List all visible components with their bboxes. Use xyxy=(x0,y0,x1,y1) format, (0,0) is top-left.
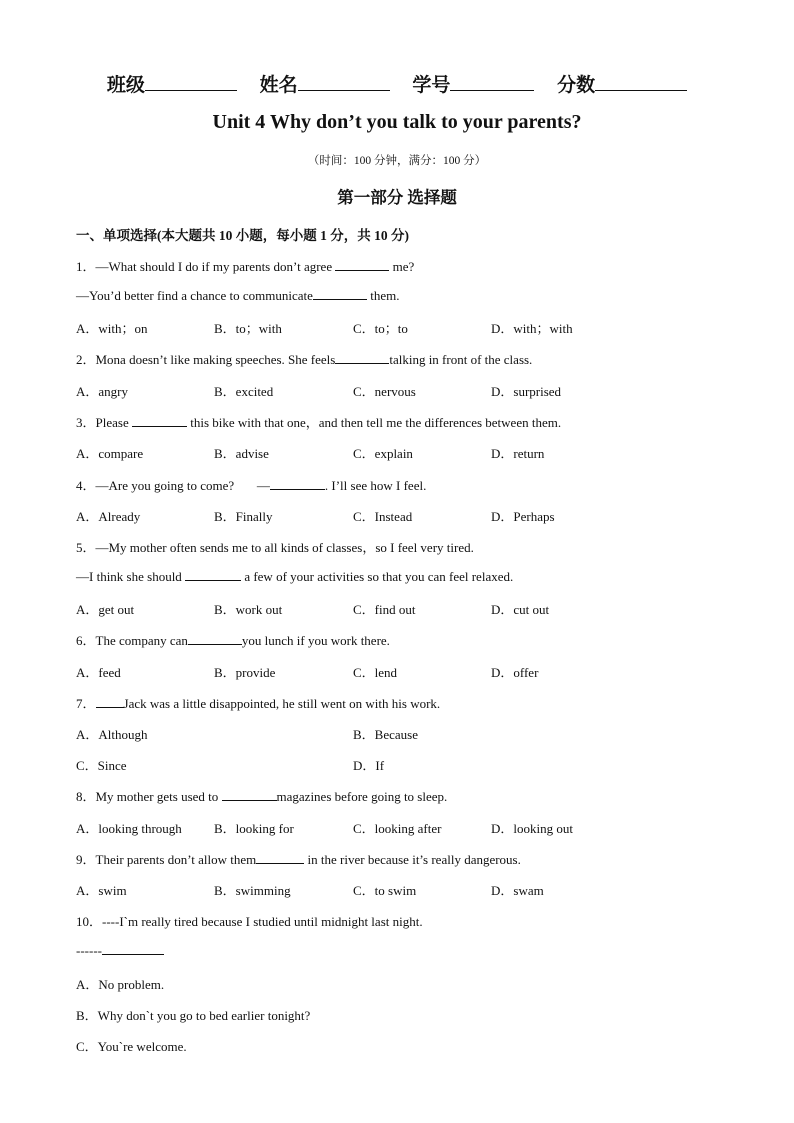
q9-option-d[interactable]: D．swam xyxy=(491,883,544,898)
q3-text: 3．Please xyxy=(76,415,132,430)
q2-option-b[interactable]: B．excited xyxy=(214,384,274,399)
q2-option-d[interactable]: D．surprised xyxy=(491,384,562,399)
q6-blank[interactable] xyxy=(188,632,242,645)
q6-text-end: you lunch if you work there. xyxy=(241,633,390,648)
student-info-line xyxy=(0,70,794,97)
question-5-stem: 5．—My mother often sends me to all kinds of classes，so I feel very tired. xyxy=(76,540,474,555)
q9-option-a[interactable]: A．swim xyxy=(76,883,127,898)
id-label: 学号 xyxy=(412,75,451,96)
class-blank[interactable] xyxy=(145,74,237,91)
q6-option-b[interactable]: B．provide xyxy=(214,665,276,680)
q3-blank[interactable] xyxy=(132,414,187,427)
q8-option-d[interactable]: D．looking out xyxy=(491,821,573,836)
q5-option-c[interactable]: C．find out xyxy=(353,602,416,617)
question-1-stem xyxy=(76,256,414,275)
q8-option-c[interactable]: C．looking after xyxy=(353,821,442,836)
q7-option-a[interactable]: A．Although xyxy=(76,727,148,742)
q2-option-c[interactable]: C．nervous xyxy=(353,384,416,399)
q5-option-d[interactable]: D．cut out xyxy=(491,602,550,617)
q1-blank-2[interactable] xyxy=(313,287,367,300)
q10-option-c[interactable]: C．You`re welcome. xyxy=(76,1039,187,1054)
question-3-stem xyxy=(76,412,561,431)
q9-text: 9．Their parents don’t allow them xyxy=(76,852,257,867)
question-8-stem xyxy=(76,786,447,805)
q4-option-c[interactable]: C．Instead xyxy=(353,509,413,524)
id-blank[interactable] xyxy=(450,74,534,91)
question-10-stem: 10．----I`m really tired because I studied until midnight last night. xyxy=(76,914,423,929)
q1-option-a[interactable]: A．with；on xyxy=(76,321,148,336)
question-9-stem xyxy=(76,849,521,868)
q7-text: 7． xyxy=(76,696,96,711)
question-1-reply xyxy=(76,287,399,304)
q7-option-c[interactable]: C．Since xyxy=(76,758,127,773)
question-5-reply xyxy=(76,568,513,585)
q4-option-b[interactable]: B．Finally xyxy=(214,509,273,524)
q2-blank[interactable] xyxy=(335,351,389,364)
q2-option-a[interactable]: A．angry xyxy=(76,384,128,399)
q9-text-end: in the river because it’s really dangerous. xyxy=(304,852,521,867)
q9-option-b[interactable]: B．swimming xyxy=(214,883,291,898)
score-label: 分数 xyxy=(557,75,596,96)
q6-text: 6．The company can xyxy=(76,633,188,648)
q1-reply-end: them. xyxy=(366,288,400,303)
q4-option-d[interactable]: D．Perhaps xyxy=(491,509,555,524)
q1-option-d[interactable]: D．with；with xyxy=(491,321,573,336)
page-title: Unit 4 Why don’t you talk to your parents? xyxy=(212,111,582,133)
q4-text-end: . I’ll see how I feel. xyxy=(324,478,427,493)
q1-option-b[interactable]: B．to；with xyxy=(214,321,282,336)
q5-blank[interactable] xyxy=(185,568,241,581)
q7-text-end: Jack was a little disappointed, he still went on with his work. xyxy=(123,696,441,711)
q8-blank[interactable] xyxy=(222,788,277,801)
name-label: 姓名 xyxy=(259,75,298,96)
q2-text: 2．Mona doesn’t like making speeches. She feels xyxy=(76,352,336,367)
q3-option-b[interactable]: B．advise xyxy=(214,446,269,461)
score-blank[interactable] xyxy=(595,74,687,91)
q1-text-end: me? xyxy=(389,259,415,274)
q4-blank[interactable] xyxy=(270,477,325,490)
question-4-stem xyxy=(76,475,426,494)
q6-option-d[interactable]: D．offer xyxy=(491,665,539,680)
q5-reply-text: —I think she should xyxy=(76,569,186,584)
id-field xyxy=(412,75,534,96)
q3-option-c[interactable]: C．explain xyxy=(353,446,413,461)
q10-blank[interactable] xyxy=(102,942,164,955)
name-field xyxy=(260,75,390,96)
q1-text: 1．—What should I do if my parents don’t agree xyxy=(76,259,336,274)
q3-option-a[interactable]: A．compare xyxy=(76,446,144,461)
q2-text-end: talking in front of the class. xyxy=(389,352,533,367)
q1-reply-text: —You’d better find a chance to communicate xyxy=(76,288,313,303)
q4-option-a[interactable]: A．Already xyxy=(76,509,141,524)
q7-option-b[interactable]: B．Because xyxy=(353,727,418,742)
class-field xyxy=(107,75,237,96)
q8-text-end: magazines before going to sleep. xyxy=(276,789,448,804)
q10-option-b[interactable]: B．Why don`t you go to bed earlier tonight? xyxy=(76,1008,311,1023)
q5-option-a[interactable]: A．get out xyxy=(76,602,135,617)
q1-blank-1[interactable] xyxy=(335,258,389,271)
q3-text-end: this bike with that one，and then tell me the differences between them. xyxy=(186,415,562,430)
part-heading: 第一部分 选择题 xyxy=(337,188,457,207)
question-10-reply xyxy=(76,942,164,959)
exam-time-info: （时间：100 分钟，满分：100 分） xyxy=(307,155,487,167)
question-7-stem xyxy=(76,693,440,712)
q5-reply-end: a few of your activities so that you can feel relaxed. xyxy=(241,569,514,584)
q7-blank[interactable] xyxy=(96,695,124,708)
name-blank[interactable] xyxy=(298,74,390,91)
question-6-stem xyxy=(76,630,390,649)
q7-option-d[interactable]: D．If xyxy=(353,758,385,773)
q5-option-b[interactable]: B．work out xyxy=(214,602,283,617)
q10-option-a[interactable]: A．No problem. xyxy=(76,977,165,992)
q8-option-a[interactable]: A．looking through xyxy=(76,821,182,836)
q1-option-c[interactable]: C．to；to xyxy=(353,321,408,336)
q4-text: 4．—Are you going to come? — xyxy=(76,478,270,493)
q6-option-a[interactable]: A．feed xyxy=(76,665,121,680)
q6-option-c[interactable]: C．lend xyxy=(353,665,398,680)
q10-reply-dashes: ------ xyxy=(76,943,102,958)
section-heading: 一、单项选择(本大题共 10 小题，每小题 1 分，共 10 分) xyxy=(76,228,409,243)
q9-option-c[interactable]: C．to swim xyxy=(353,883,417,898)
q8-text: 8．My mother gets used to xyxy=(76,789,222,804)
question-2-stem xyxy=(76,349,532,368)
q9-blank[interactable] xyxy=(256,851,304,864)
score-field xyxy=(557,75,687,96)
q3-option-d[interactable]: D．return xyxy=(491,446,545,461)
q8-option-b[interactable]: B．looking for xyxy=(214,821,294,836)
class-label: 班级 xyxy=(106,75,145,96)
